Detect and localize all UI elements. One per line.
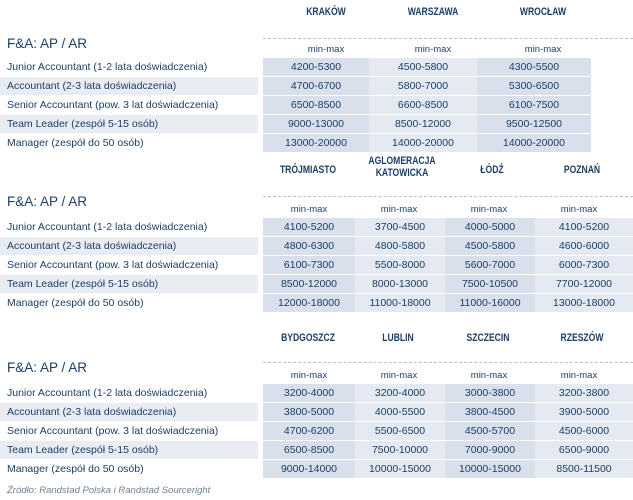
salary-cell: 4300-5500 <box>477 58 591 76</box>
salary-cell: 4000-5500 <box>355 403 445 421</box>
salary-cell: 7500-10500 <box>445 275 535 293</box>
table-row <box>0 384 633 402</box>
table-row <box>0 237 633 255</box>
salary-cell: 9000-14000 <box>263 460 355 478</box>
salary-cell: 4500-5700 <box>445 422 535 440</box>
row-label: Accountant (2-3 lata doświadczenia) <box>0 77 258 95</box>
salary-cell: 6600-8500 <box>369 96 477 114</box>
salary-cell: 4800-6300 <box>263 237 355 255</box>
salary-cell: 4500-6000 <box>535 422 633 440</box>
section-krakow-warszawa-wroclaw <box>0 0 633 152</box>
table-row <box>0 294 633 312</box>
row-label: Team Leader (zespół 5-15 osób) <box>0 441 258 459</box>
row-label: Senior Accountant (pow. 3 lat doświadczenia) <box>7 425 219 437</box>
salary-cell: 4100-5200 <box>535 218 633 236</box>
city-header-szczecin: SZCZECIN <box>466 332 510 344</box>
salary-cell: 6000-7300 <box>535 256 633 274</box>
section-title: F&A: AP / AR <box>7 360 88 375</box>
table-row <box>0 275 633 293</box>
row-label: Junior Accountant (1-2 lata doświadczenia) <box>7 221 208 233</box>
source-note: Źródło: Randstad Polska i Randstad Sourceright <box>7 485 211 496</box>
salary-cell: 8500-12000 <box>263 275 355 293</box>
salary-cell: 3200-4000 <box>355 384 445 402</box>
salary-cell: 5500-6500 <box>355 422 445 440</box>
salary-cell: 5600-7000 <box>445 256 535 274</box>
salary-cell: 3800-4500 <box>445 403 535 421</box>
table-row <box>0 256 633 274</box>
salary-cell: 3700-4500 <box>355 218 445 236</box>
row-label: Team Leader (zespół 5-15 osób) <box>0 275 258 293</box>
salary-cell: 14000-20000 <box>369 134 477 152</box>
salary-cell: 12000-18000 <box>263 294 355 312</box>
salary-cell: 4700-6200 <box>263 422 355 440</box>
salary-cell: 3200-3800 <box>535 384 633 402</box>
table-row <box>0 134 633 152</box>
city-header-bydgoszcz: BYDGOSZCZ <box>281 332 335 344</box>
city-header-aglomeracja-katowicka: AGLOMERACJA KATOWICKA <box>368 155 436 179</box>
city-header-trojmiasto: TRÓJMIASTO <box>279 164 337 176</box>
salary-cell: 10000-15000 <box>355 460 445 478</box>
min-max-label: min-max <box>380 204 418 215</box>
min-max-label: min-max <box>290 370 328 381</box>
salary-cell: 4500-5800 <box>369 58 477 76</box>
salary-cell: 5500-8000 <box>355 256 445 274</box>
city-header-lublin: LUBLIN <box>382 332 414 344</box>
table-row <box>0 96 633 114</box>
salary-cell: 8500-12000 <box>369 115 477 133</box>
row-label: Junior Accountant (1-2 lata doświadczenia) <box>7 387 208 399</box>
min-max-label: min-max <box>470 370 508 381</box>
table-row <box>0 441 633 459</box>
salary-cell: 3200-4000 <box>263 384 355 402</box>
min-max-label: min-max <box>560 204 598 215</box>
city-header-rzeszow: RZESZÓW <box>560 332 604 344</box>
salary-cell: 4200-5300 <box>263 58 369 76</box>
salary-cell: 13000-20000 <box>263 134 369 152</box>
salary-cell: 7700-12000 <box>535 275 633 293</box>
row-label: Accountant (2-3 lata doświadczenia) <box>0 403 258 421</box>
row-label: Senior Accountant (pow. 3 lat doświadczenia) <box>7 259 219 271</box>
salary-cell: 14000-20000 <box>477 134 591 152</box>
row-label: Manager (zespół do 50 osób) <box>7 297 144 309</box>
salary-cell: 4800-5800 <box>355 237 445 255</box>
section-trojmiasto-katowice-lodz-poznan <box>0 152 633 320</box>
city-header-warszawa: WARSZAWA <box>407 6 459 18</box>
salary-cell: 3900-5000 <box>535 403 633 421</box>
salary-cell: 8500-11500 <box>535 460 633 478</box>
salary-cell: 4100-5200 <box>263 218 355 236</box>
row-label: Manager (zespół do 50 osób) <box>7 463 144 475</box>
salary-cell: 4700-6700 <box>263 77 369 95</box>
table-row <box>0 58 633 76</box>
min-max-label: min-max <box>470 204 508 215</box>
section-title: F&A: AP / AR <box>7 194 88 209</box>
salary-cell: 7000-9000 <box>445 441 535 459</box>
salary-cell: 9000-13000 <box>263 115 369 133</box>
salary-cell: 10000-15000 <box>445 460 535 478</box>
salary-cell: 4000-5000 <box>445 218 535 236</box>
salary-cell: 6500-8500 <box>263 441 355 459</box>
min-max-label: min-max <box>380 370 418 381</box>
section-bydgoszcz-lublin-szczecin-rzeszow <box>0 320 633 482</box>
city-header-krakow: KRAKÓW <box>306 6 346 18</box>
salary-cell: 4600-6000 <box>535 237 633 255</box>
row-label: Accountant (2-3 lata doświadczenia) <box>0 237 258 255</box>
min-max-label: min-max <box>414 44 452 55</box>
salary-cell: 6100-7500 <box>477 96 591 114</box>
city-header-poznan: POZNAŃ <box>563 164 601 176</box>
salary-cell: 4500-5800 <box>445 237 535 255</box>
table-row <box>0 460 633 478</box>
table-row <box>0 422 633 440</box>
salary-cell: 7500-10000 <box>355 441 445 459</box>
table-row <box>0 115 633 133</box>
salary-cell: 5800-7000 <box>369 77 477 95</box>
table-row <box>0 403 633 421</box>
salary-cell: 13000-18000 <box>535 294 633 312</box>
salary-cell: 5300-6500 <box>477 77 591 95</box>
min-max-label: min-max <box>307 44 345 55</box>
salary-cell: 6500-8500 <box>263 96 369 114</box>
salary-cell: 9500-12500 <box>477 115 591 133</box>
row-label: Junior Accountant (1-2 lata doświadczenia) <box>7 61 208 73</box>
salary-cell: 3800-5000 <box>263 403 355 421</box>
table-row <box>0 218 633 236</box>
dashed-divider <box>263 196 633 197</box>
salary-cell: 3000-3800 <box>445 384 535 402</box>
city-header-lodz: ŁÓDŹ <box>480 164 504 176</box>
city-header-wroclaw: WROCŁAW <box>519 6 567 18</box>
min-max-label: min-max <box>560 370 598 381</box>
row-label: Team Leader (zespół 5-15 osób) <box>0 115 258 133</box>
salary-cell: 6500-9000 <box>535 441 633 459</box>
salary-cell: 11000-18000 <box>355 294 445 312</box>
dashed-divider <box>263 362 633 363</box>
row-label: Senior Accountant (pow. 3 lat doświadczenia) <box>7 99 219 111</box>
salary-cell: 8000-13000 <box>355 275 445 293</box>
salary-cell: 11000-16000 <box>445 294 535 312</box>
table-row <box>0 77 633 95</box>
min-max-label: min-max <box>524 44 562 55</box>
row-label: Manager (zespół do 50 osób) <box>7 137 144 149</box>
section-title: F&A: AP / AR <box>7 36 88 51</box>
min-max-label: min-max <box>290 204 328 215</box>
salary-cell: 6100-7300 <box>263 256 355 274</box>
dashed-divider <box>263 38 633 39</box>
